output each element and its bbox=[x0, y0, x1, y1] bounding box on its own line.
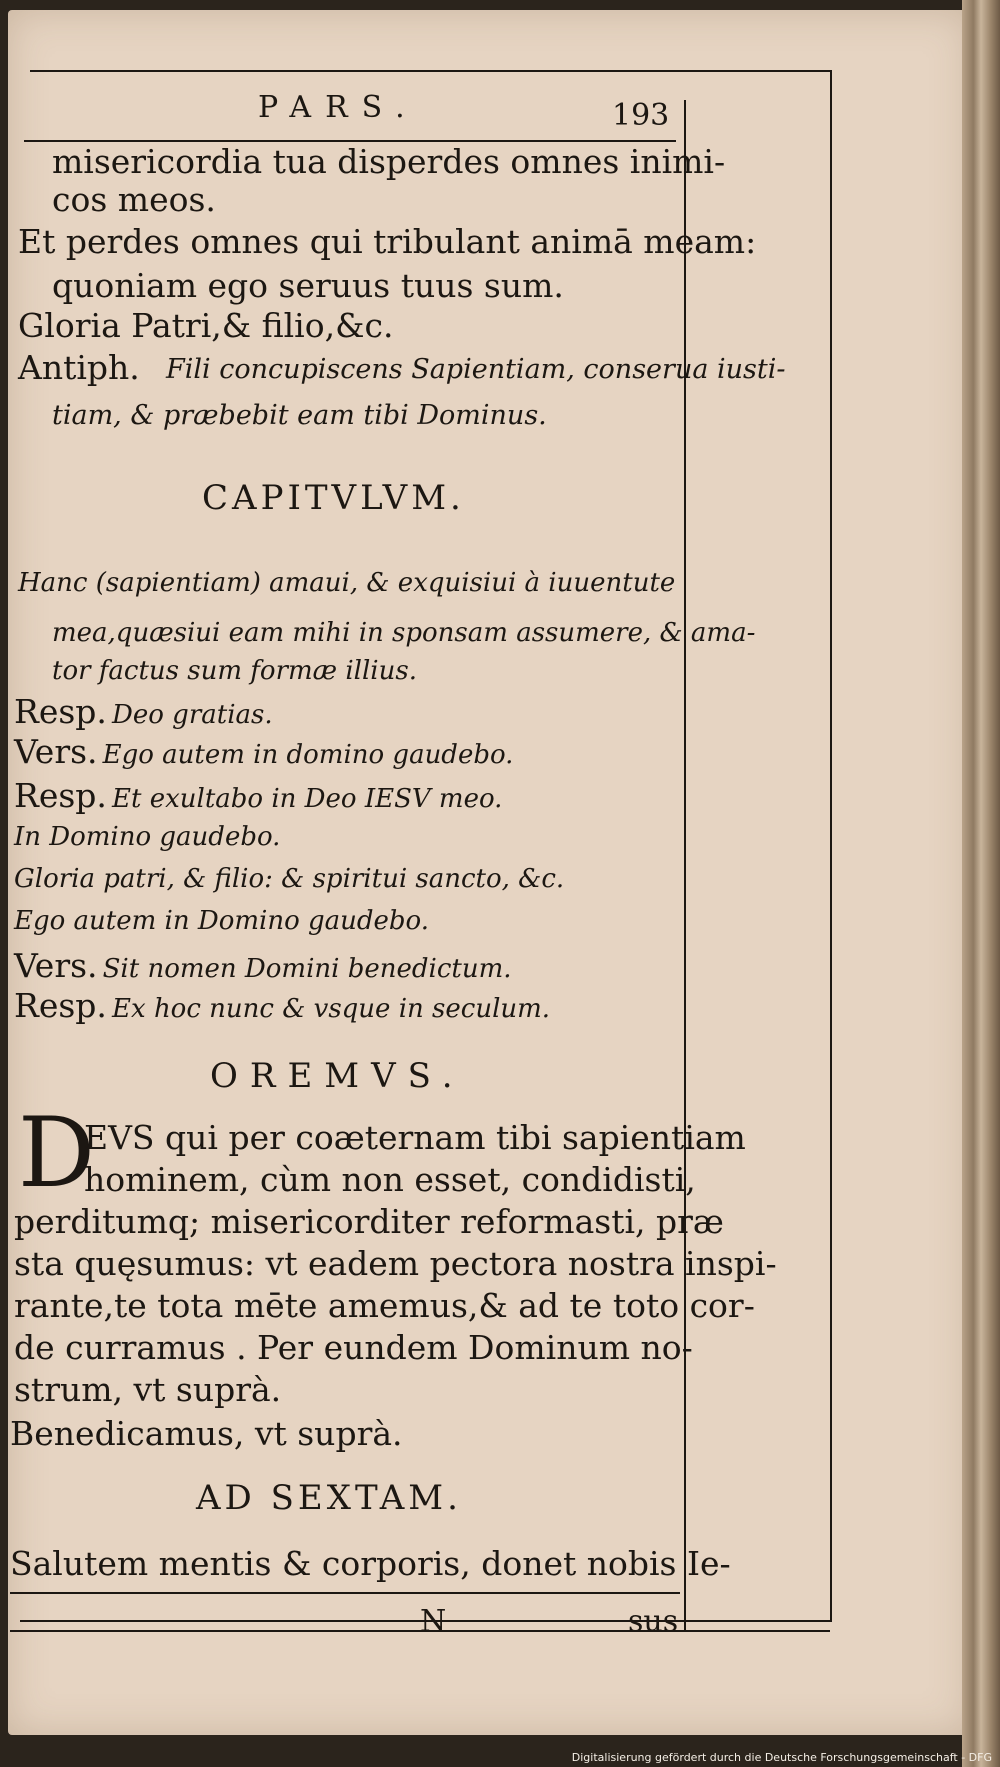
text-line: Et perdes omnes qui tribulant animā meam: bbox=[18, 222, 757, 261]
response-line bbox=[14, 732, 513, 771]
text-line: misericordia tua disperdes omnes inimi- bbox=[52, 142, 726, 181]
response-text: In Domino gaudebo. bbox=[14, 822, 281, 852]
prayer-line: sta quęsumus: vt eadem pectora nostra inspi- bbox=[14, 1244, 777, 1283]
text-line: quoniam ego seruus tuus sum. bbox=[52, 266, 564, 305]
prayer-line: strum, vt suprà. bbox=[14, 1370, 282, 1409]
antiphon-label: Antiph. bbox=[18, 348, 140, 387]
response-line bbox=[14, 946, 512, 985]
text-line: Salutem mentis & corporis, donet nobis Ie- bbox=[10, 1544, 731, 1583]
prayer-line: de curramus . Per eundem Dominum no- bbox=[14, 1328, 693, 1367]
bottom-rule bbox=[10, 1592, 680, 1594]
response-line bbox=[14, 776, 502, 815]
antiphon-text: Fili concupiscens Sapientiam, conserua iusti- bbox=[166, 354, 786, 385]
catchword: sus bbox=[628, 1604, 679, 1639]
signature-mark: N bbox=[420, 1604, 447, 1639]
digitization-footer: Digitalisierung gefördert durch die Deutsche Forschungsgemeinschaft - DFG bbox=[571, 1751, 992, 1764]
response-line bbox=[14, 692, 273, 731]
response-label: Vers. bbox=[14, 946, 98, 985]
response-label: Resp. bbox=[14, 776, 107, 815]
section-heading: AD SEXTAM. bbox=[196, 1478, 462, 1518]
section-heading: OREMVS. bbox=[210, 1056, 465, 1096]
page-number: 193 bbox=[612, 98, 670, 133]
capitulum-line: tor factus sum formæ illius. bbox=[52, 656, 417, 686]
response-line bbox=[14, 986, 550, 1025]
capitulum-line: Hanc (sapientiam) amaui, & exquisiui à iuuentute bbox=[18, 568, 676, 598]
response-label: Resp. bbox=[14, 986, 107, 1025]
capitulum-line: mea,quæsiui eam mihi in sponsam assumere, & ama- bbox=[52, 618, 756, 648]
running-head: PARS. bbox=[258, 90, 419, 125]
prayer-line: rante,te tota mēte amemus,& ad te toto cor- bbox=[14, 1286, 755, 1325]
response-text: Et exultabo in Deo IESV meo. bbox=[112, 784, 503, 814]
response-text: Sit nomen Domini benedictum. bbox=[102, 954, 512, 984]
response-label: Vers. bbox=[14, 732, 98, 771]
prayer-line: perditumq; misericorditer reformasti, præ bbox=[14, 1202, 724, 1241]
prayer-line: EVS qui per coæternam tibi sapientiam bbox=[84, 1118, 746, 1157]
text-line: Gloria Patri,& filio,&c. bbox=[18, 306, 394, 345]
text-line: cos meos. bbox=[52, 180, 216, 219]
prayer-line: Benedicamus, vt suprà. bbox=[10, 1414, 403, 1453]
section-heading: CAPITVLVM. bbox=[202, 478, 465, 518]
response-label: Resp. bbox=[14, 692, 107, 731]
response-text: Ego autem in Domino gaudebo. bbox=[14, 906, 430, 936]
response-text: Ex hoc nunc & vsque in seculum. bbox=[112, 994, 551, 1024]
page-edge bbox=[962, 0, 1000, 1767]
response-text: Gloria patri, & filio: & spiritui sancto, &c. bbox=[14, 864, 565, 894]
prayer-line: hominem, cùm non esset, condidisti, bbox=[84, 1160, 696, 1199]
top-rule bbox=[30, 70, 830, 72]
column-rule bbox=[684, 100, 686, 1630]
antiphon-text: tiam, & præbebit eam tibi Dominus. bbox=[52, 400, 547, 431]
response-text: Ego autem in domino gaudebo. bbox=[102, 740, 514, 770]
response-text: Deo gratias. bbox=[112, 700, 273, 730]
drop-cap: D bbox=[18, 1097, 95, 1209]
